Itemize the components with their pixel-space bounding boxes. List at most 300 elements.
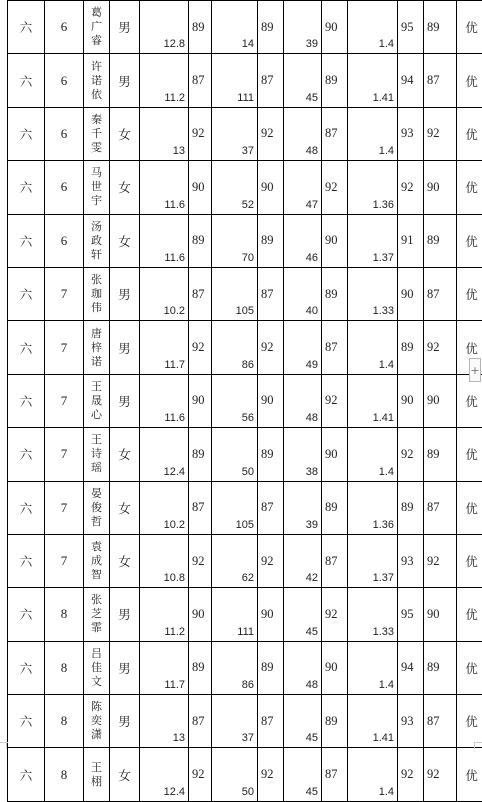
score-cell: [189, 695, 212, 748]
score-cell: [189, 267, 212, 320]
measure-cell-text: 11.7: [164, 679, 185, 691]
score-cell: [189, 214, 212, 267]
measure-cell: [140, 267, 189, 320]
score-cell-text: 87: [427, 500, 440, 514]
score-cell: [398, 374, 424, 427]
measure-cell: [284, 588, 322, 641]
measure-cell: [140, 321, 189, 374]
measure-cell-text: 42: [306, 572, 318, 584]
score-cell: [424, 214, 457, 267]
measure-cell: [212, 695, 258, 748]
score-cell-text: 90: [427, 393, 440, 407]
score-cell: [398, 54, 424, 107]
measure-cell: [140, 534, 189, 587]
score-cell-text: 87: [192, 714, 205, 728]
grade-cell-text: 六: [20, 234, 33, 249]
rating-cell-text: 优: [465, 287, 478, 302]
gender-cell-text: 男: [118, 341, 131, 356]
grade-cell-text: 六: [20, 661, 33, 676]
score-cell: [398, 748, 424, 801]
student-name-cell-text: 袁成智: [91, 540, 102, 582]
rating-cell: [457, 534, 482, 587]
class-cell: [45, 107, 84, 160]
grade-cell: [8, 214, 45, 267]
rating-cell-text: 优: [465, 234, 478, 249]
score-cell: [322, 267, 348, 320]
measure-cell: [348, 534, 398, 587]
grade-cell-text: 六: [20, 554, 33, 569]
table-row: [8, 161, 482, 214]
class-cell-text: 8: [61, 713, 68, 728]
score-cell: [258, 588, 284, 641]
measure-cell: [348, 107, 398, 160]
score-cell-text: 90: [427, 180, 440, 194]
score-cell: [258, 214, 284, 267]
score-cell: [258, 748, 284, 801]
measure-cell-text: 1.33: [373, 305, 394, 317]
measure-cell-text: 62: [242, 572, 254, 584]
measure-cell-text: 45: [306, 786, 318, 798]
student-name-cell: [84, 161, 110, 214]
class-cell: [45, 641, 84, 694]
measure-cell: [284, 428, 322, 481]
gender-cell: [110, 534, 140, 587]
measure-cell: [348, 214, 398, 267]
score-table: [7, 0, 482, 802]
student-name-cell-text: 张芝霏: [91, 593, 102, 635]
gender-cell-text: 女: [118, 180, 131, 195]
student-name-cell: [84, 214, 110, 267]
gender-cell: [110, 748, 140, 801]
score-cell: [322, 641, 348, 694]
measure-cell-text: 105: [236, 305, 254, 317]
grade-cell-text: 六: [20, 287, 33, 302]
measure-cell-text: 45: [306, 626, 318, 638]
measure-cell: [348, 748, 398, 801]
grade-cell: [8, 588, 45, 641]
grade-cell: [8, 267, 45, 320]
student-name-cell-text: 汤政轩: [91, 220, 102, 262]
score-cell-text: 89: [192, 20, 205, 34]
measure-cell: [348, 1, 398, 54]
table-row: [8, 641, 482, 694]
gender-cell: [110, 321, 140, 374]
grade-cell: [8, 161, 45, 214]
score-cell-text: 92: [192, 340, 205, 354]
gender-cell: [110, 1, 140, 54]
measure-cell: [212, 321, 258, 374]
rating-cell-text: 优: [465, 74, 478, 89]
score-cell: [189, 428, 212, 481]
score-cell: [398, 321, 424, 374]
table-row: [8, 428, 482, 481]
score-cell: [424, 161, 457, 214]
class-cell: [45, 1, 84, 54]
class-cell: [45, 588, 84, 641]
measure-cell: [212, 534, 258, 587]
score-cell-text: 87: [261, 714, 274, 728]
measure-cell-text: 48: [306, 679, 318, 691]
measure-cell: [348, 54, 398, 107]
measure-cell-text: 37: [242, 732, 254, 744]
score-cell-text: 90: [325, 233, 338, 247]
measure-cell-text: 10.2: [164, 305, 185, 317]
class-cell-text: 6: [61, 179, 68, 194]
grade-cell-text: 六: [20, 714, 33, 729]
class-cell-text: 7: [61, 286, 68, 301]
score-cell: [424, 695, 457, 748]
student-name-cell-text: 唐梓诺: [91, 327, 102, 369]
table-row: [8, 214, 482, 267]
grade-cell: [8, 641, 45, 694]
plus-icon: +: [470, 364, 479, 377]
score-cell-text: 92: [427, 340, 440, 354]
class-cell-text: 6: [61, 233, 68, 248]
score-cell: [322, 161, 348, 214]
gender-cell-text: 女: [118, 501, 131, 516]
student-name-cell-text: 马世宇: [91, 166, 102, 208]
measure-cell-text: 13: [173, 732, 185, 744]
score-cell-text: 92: [192, 554, 205, 568]
score-cell: [322, 54, 348, 107]
score-cell-text: 87: [325, 767, 338, 781]
score-cell-text: 87: [192, 73, 205, 87]
class-cell: [45, 481, 84, 534]
measure-cell: [212, 588, 258, 641]
student-name-cell: [84, 748, 110, 801]
score-cell: [258, 267, 284, 320]
student-name-cell-text: 晏俊哲: [91, 487, 102, 529]
measure-cell: [348, 695, 398, 748]
measure-cell: [284, 107, 322, 160]
score-cell-text: 87: [427, 714, 440, 728]
gender-cell: [110, 641, 140, 694]
rating-cell: [457, 428, 482, 481]
gender-cell-text: 男: [118, 714, 131, 729]
gender-cell-text: 女: [118, 127, 131, 142]
gender-cell-text: 男: [118, 607, 131, 622]
measure-cell-text: 50: [242, 786, 254, 798]
score-cell: [398, 641, 424, 694]
rating-cell: [457, 374, 482, 427]
class-cell-text: 6: [61, 73, 68, 88]
score-cell-text: 92: [401, 180, 414, 194]
class-cell-text: 6: [61, 126, 68, 141]
measure-cell: [212, 748, 258, 801]
measure-cell-text: 11.2: [164, 92, 185, 104]
score-cell: [424, 107, 457, 160]
measure-cell-text: 40: [306, 305, 318, 317]
measure-cell: [284, 1, 322, 54]
rating-cell: [457, 641, 482, 694]
student-name-cell: [84, 695, 110, 748]
score-cell-text: 87: [325, 340, 338, 354]
score-cell-text: 87: [192, 500, 205, 514]
gender-cell: [110, 161, 140, 214]
class-cell: [45, 267, 84, 320]
table-row: [8, 54, 482, 107]
measure-cell: [348, 588, 398, 641]
measure-cell-text: 105: [236, 519, 254, 531]
measure-cell-text: 14: [242, 38, 254, 50]
measure-cell: [140, 641, 189, 694]
class-cell-text: 6: [61, 19, 68, 34]
class-cell: [45, 374, 84, 427]
grade-cell-text: 六: [20, 180, 33, 195]
score-cell-text: 89: [261, 20, 274, 34]
grade-cell: [8, 695, 45, 748]
score-cell-text: 90: [325, 447, 338, 461]
score-cell: [258, 107, 284, 160]
score-cell: [424, 588, 457, 641]
grade-cell: [8, 54, 45, 107]
class-cell-text: 8: [61, 606, 68, 621]
measure-cell: [212, 107, 258, 160]
score-cell-text: 92: [192, 767, 205, 781]
score-cell: [424, 748, 457, 801]
measure-cell: [212, 481, 258, 534]
table-row: [8, 695, 482, 748]
gender-cell: [110, 588, 140, 641]
measure-cell-text: 86: [242, 359, 254, 371]
measure-cell: [140, 748, 189, 801]
rating-cell-text: 优: [465, 20, 478, 35]
measure-cell: [284, 54, 322, 107]
score-cell-text: 89: [261, 233, 274, 247]
measure-cell-text: 12.4: [164, 786, 185, 798]
measure-cell: [284, 374, 322, 427]
score-cell: [398, 428, 424, 481]
score-cell-text: 87: [325, 126, 338, 140]
score-cell: [322, 107, 348, 160]
rating-cell: [457, 214, 482, 267]
measure-cell: [140, 214, 189, 267]
class-cell-text: 7: [61, 340, 68, 355]
grade-cell-text: 六: [20, 127, 33, 142]
score-cell: [398, 161, 424, 214]
score-cell: [258, 481, 284, 534]
rating-cell: [457, 588, 482, 641]
gender-cell-text: 男: [118, 74, 131, 89]
score-cell-text: 90: [261, 180, 274, 194]
measure-cell: [284, 161, 322, 214]
measure-cell: [348, 321, 398, 374]
measure-cell: [284, 748, 322, 801]
class-cell: [45, 214, 84, 267]
rating-cell: [457, 54, 482, 107]
measure-cell: [284, 481, 322, 534]
measure-cell-text: 11.6: [164, 199, 185, 211]
student-name-cell: [84, 1, 110, 54]
score-cell: [398, 481, 424, 534]
add-column-button[interactable]: [469, 358, 481, 382]
score-cell: [322, 695, 348, 748]
gender-cell: [110, 107, 140, 160]
score-cell: [424, 641, 457, 694]
grade-cell-text: 六: [20, 501, 33, 516]
gender-cell-text: 女: [118, 447, 131, 462]
gender-cell: [110, 214, 140, 267]
measure-cell: [348, 374, 398, 427]
score-cell: [258, 161, 284, 214]
gender-cell-text: 男: [118, 287, 131, 302]
measure-cell-text: 1.4: [379, 359, 394, 371]
score-cell: [424, 321, 457, 374]
score-cell-text: 92: [427, 126, 440, 140]
class-cell: [45, 54, 84, 107]
class-cell-text: 8: [61, 660, 68, 675]
rating-cell-text: 优: [465, 554, 478, 569]
student-name-cell: [84, 588, 110, 641]
class-cell: [45, 321, 84, 374]
measure-cell-text: 1.37: [373, 572, 394, 584]
measure-cell-text: 1.41: [373, 92, 394, 104]
measure-cell-text: 50: [242, 466, 254, 478]
score-cell: [424, 481, 457, 534]
score-cell: [398, 695, 424, 748]
measure-cell-text: 13: [173, 145, 185, 157]
rating-cell-text: 优: [465, 607, 478, 622]
score-cell: [322, 428, 348, 481]
score-cell-text: 93: [401, 714, 414, 728]
gender-cell-text: 男: [118, 20, 131, 35]
score-cell-text: 87: [325, 554, 338, 568]
measure-cell-text: 1.4: [379, 145, 394, 157]
measure-cell: [212, 54, 258, 107]
measure-cell-text: 37: [242, 145, 254, 157]
student-name-cell-text: 王栩: [91, 761, 102, 789]
score-cell-text: 94: [401, 73, 414, 87]
score-cell-text: 90: [261, 607, 274, 621]
measure-cell: [284, 321, 322, 374]
class-cell-text: 7: [61, 500, 68, 515]
measure-cell: [212, 374, 258, 427]
table-row: [8, 267, 482, 320]
score-cell-text: 89: [261, 447, 274, 461]
score-cell: [424, 267, 457, 320]
student-name-cell: [84, 107, 110, 160]
gender-cell-text: 女: [118, 554, 131, 569]
rating-cell-text: 优: [465, 180, 478, 195]
grade-cell: [8, 1, 45, 54]
measure-cell-text: 1.41: [373, 732, 394, 744]
table-row: [8, 534, 482, 587]
student-name-cell: [84, 641, 110, 694]
measure-cell-text: 39: [306, 38, 318, 50]
score-cell-text: 92: [401, 767, 414, 781]
score-cell: [322, 321, 348, 374]
score-cell: [189, 161, 212, 214]
class-cell-text: 8: [61, 767, 68, 782]
score-cell-text: 91: [401, 233, 414, 247]
score-cell-text: 92: [261, 126, 274, 140]
score-cell: [189, 54, 212, 107]
measure-cell-text: 1.36: [373, 519, 394, 531]
student-name-cell-text: 葛广睿: [91, 6, 102, 48]
score-cell-text: 95: [401, 20, 414, 34]
score-cell-text: 90: [261, 393, 274, 407]
measure-cell-text: 56: [242, 412, 254, 424]
score-cell-text: 92: [427, 767, 440, 781]
measure-cell-text: 11.2: [164, 626, 185, 638]
student-name-cell-text: 吕佳文: [91, 647, 102, 689]
score-cell-text: 87: [261, 500, 274, 514]
gender-cell: [110, 428, 140, 481]
score-cell-text: 93: [401, 554, 414, 568]
score-cell-text: 93: [401, 126, 414, 140]
score-cell: [189, 107, 212, 160]
crop-mark-right: [474, 742, 481, 749]
class-cell-text: 7: [61, 393, 68, 408]
table-row: [8, 1, 482, 54]
score-cell-text: 89: [192, 233, 205, 247]
student-name-cell-text: 陈奕潇: [91, 700, 102, 742]
score-cell-text: 94: [401, 660, 414, 674]
score-cell: [189, 374, 212, 427]
measure-cell-text: 10.2: [164, 519, 185, 531]
measure-cell: [212, 428, 258, 481]
class-cell: [45, 428, 84, 481]
score-cell: [424, 534, 457, 587]
gender-cell-text: 女: [118, 768, 131, 783]
measure-cell-text: 86: [242, 679, 254, 691]
score-cell-text: 87: [261, 287, 274, 301]
score-cell-text: 89: [192, 447, 205, 461]
measure-cell: [140, 588, 189, 641]
student-name-cell-text: 王晟心: [91, 380, 102, 422]
score-cell-text: 87: [192, 287, 205, 301]
grade-cell: [8, 374, 45, 427]
rating-cell-text: 优: [465, 127, 478, 142]
measure-cell-text: 111: [237, 92, 254, 104]
table-row: [8, 374, 482, 427]
score-cell-text: 89: [325, 73, 338, 87]
gender-cell: [110, 481, 140, 534]
grade-cell: [8, 321, 45, 374]
score-cell-text: 89: [261, 660, 274, 674]
score-cell-text: 92: [325, 607, 338, 621]
gender-cell: [110, 54, 140, 107]
rating-cell-text: 优: [465, 341, 478, 356]
score-cell-text: 89: [192, 660, 205, 674]
rating-cell: [457, 695, 482, 748]
gender-cell-text: 男: [118, 394, 131, 409]
measure-cell: [140, 1, 189, 54]
score-cell-text: 92: [261, 554, 274, 568]
score-cell-text: 92: [325, 180, 338, 194]
measure-cell-text: 1.37: [373, 252, 394, 264]
student-name-cell: [84, 267, 110, 320]
measure-cell-text: 39: [306, 519, 318, 531]
score-cell: [258, 54, 284, 107]
class-cell-text: 7: [61, 446, 68, 461]
score-cell: [189, 748, 212, 801]
score-cell: [322, 534, 348, 587]
class-cell: [45, 748, 84, 801]
student-name-cell: [84, 534, 110, 587]
measure-cell-text: 1.33: [373, 626, 394, 638]
grade-cell: [8, 748, 45, 801]
score-cell: [322, 214, 348, 267]
score-cell-text: 89: [325, 714, 338, 728]
measure-cell: [140, 374, 189, 427]
measure-cell-text: 1.4: [379, 466, 394, 478]
grade-cell-text: 六: [20, 768, 33, 783]
score-cell: [322, 481, 348, 534]
score-cell-text: 95: [401, 607, 414, 621]
measure-cell: [348, 428, 398, 481]
measure-cell-text: 1.41: [373, 412, 394, 424]
